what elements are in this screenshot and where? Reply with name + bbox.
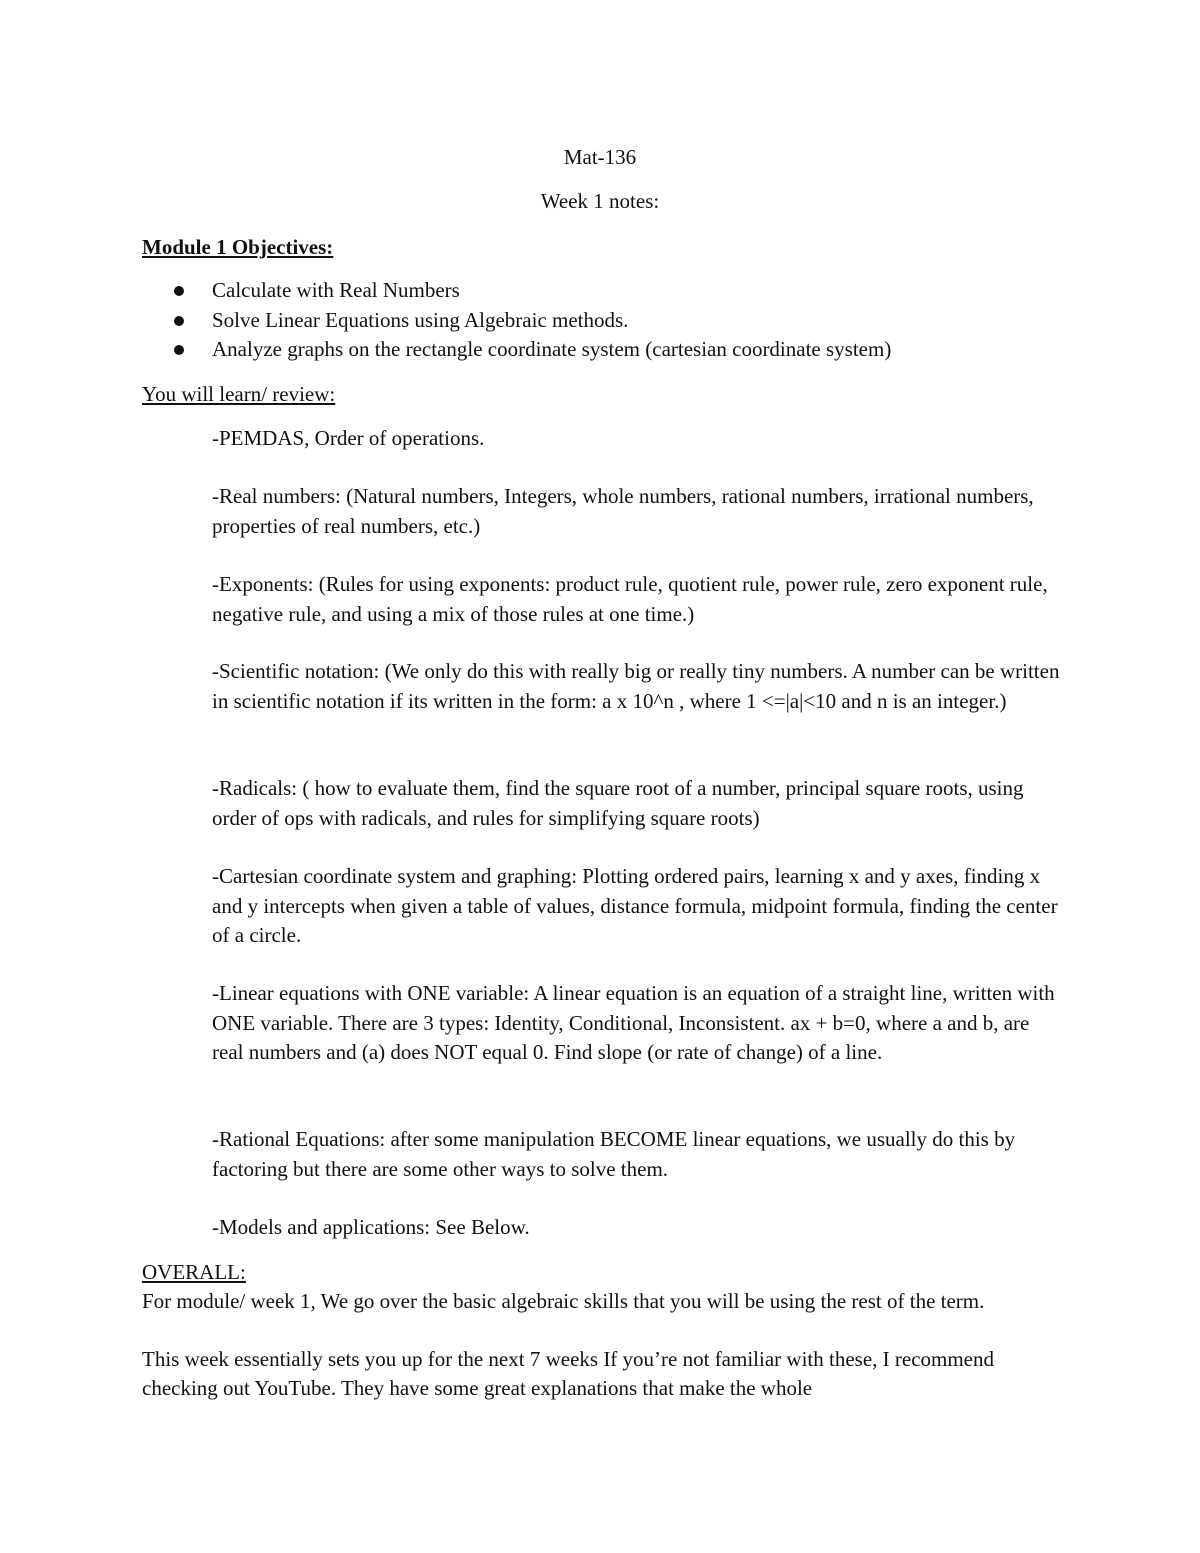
list-item	[142, 276, 891, 306]
objectives-list	[142, 276, 891, 365]
topic-rational-equations: -Rational Equations: after some manipulation BECOME linear equations, we usually do this by factoring but there are some other ways to solve them.	[212, 1127, 1016, 1181]
topic-pemdas: -PEMDAS, Order of operations.	[212, 426, 485, 450]
topic-exponents: -Exponents: (Rules for using exponents: product rule, quotient rule, power rule, zero exponent rule, negative rule, and using a mix of those rules at one time.)	[212, 572, 1048, 626]
bullet-icon	[174, 286, 184, 296]
topic-linear-equations: -Linear equations with ONE variable: A linear equation is an equation of a straight line, written with ONE variable. There are 3 types: Identity, Conditional, Inconsistent. ax + b=0, where a and b, are real numbers and (a) does NOT equal 0. Find slope (or rate of change) of a line.	[212, 981, 1055, 1064]
topic-scientific-notation: -Scientific notation: (We only do this with really big or really tiny numbers. A number can be written in scientific notation if its written in the form: a x 10^n , where 1 <=|a|<10 and n is an integer.)	[212, 659, 1060, 713]
objective-text: Calculate with Real Numbers	[212, 278, 460, 302]
overall-paragraph: For module/ week 1, We go over the basic algebraic skills that you will be using the rest of the term.	[142, 1289, 985, 1313]
objective-text: Solve Linear Equations using Algebraic methods.	[212, 307, 629, 332]
topic-radicals: -Radicals: ( how to evaluate them, find the square root of a number, principal square roots, using order of ops with radicals, and rules for simplifying square roots)	[212, 776, 1024, 830]
bullet-icon	[174, 316, 184, 326]
document-title: Mat-136	[563, 145, 637, 169]
document-subtitle: Week 1 notes:	[540, 189, 660, 213]
list-item	[142, 306, 891, 336]
overall-paragraph: This week essentially sets you up for the next 7 weeks If you’re not familiar with these, I recommend checking out YouTube. They have some great explanations that make the whole	[142, 1347, 995, 1400]
topic-models: -Models and applications: See Below.	[212, 1215, 530, 1239]
bullet-icon	[174, 345, 184, 355]
learn-review-heading: You will learn/ review:	[142, 382, 336, 406]
list-item	[142, 335, 891, 365]
topic-real-numbers: -Real numbers: (Natural numbers, Integers, whole numbers, rational numbers, irrational numbers, properties of real numbers, etc.)	[212, 484, 1034, 538]
topic-cartesian: -Cartesian coordinate system and graphing: Plotting ordered pairs, learning x and y axes, finding x and y intercepts when given a table of values, distance formula, midpoint formula, finding the center of a circle.	[212, 864, 1058, 947]
objectives-heading: Module 1 Objectives:	[142, 235, 334, 259]
overall-heading: OVERALL:	[142, 1260, 246, 1284]
objective-text: Analyze graphs on the rectangle coordinate system (cartesian coordinate system)	[212, 337, 892, 361]
